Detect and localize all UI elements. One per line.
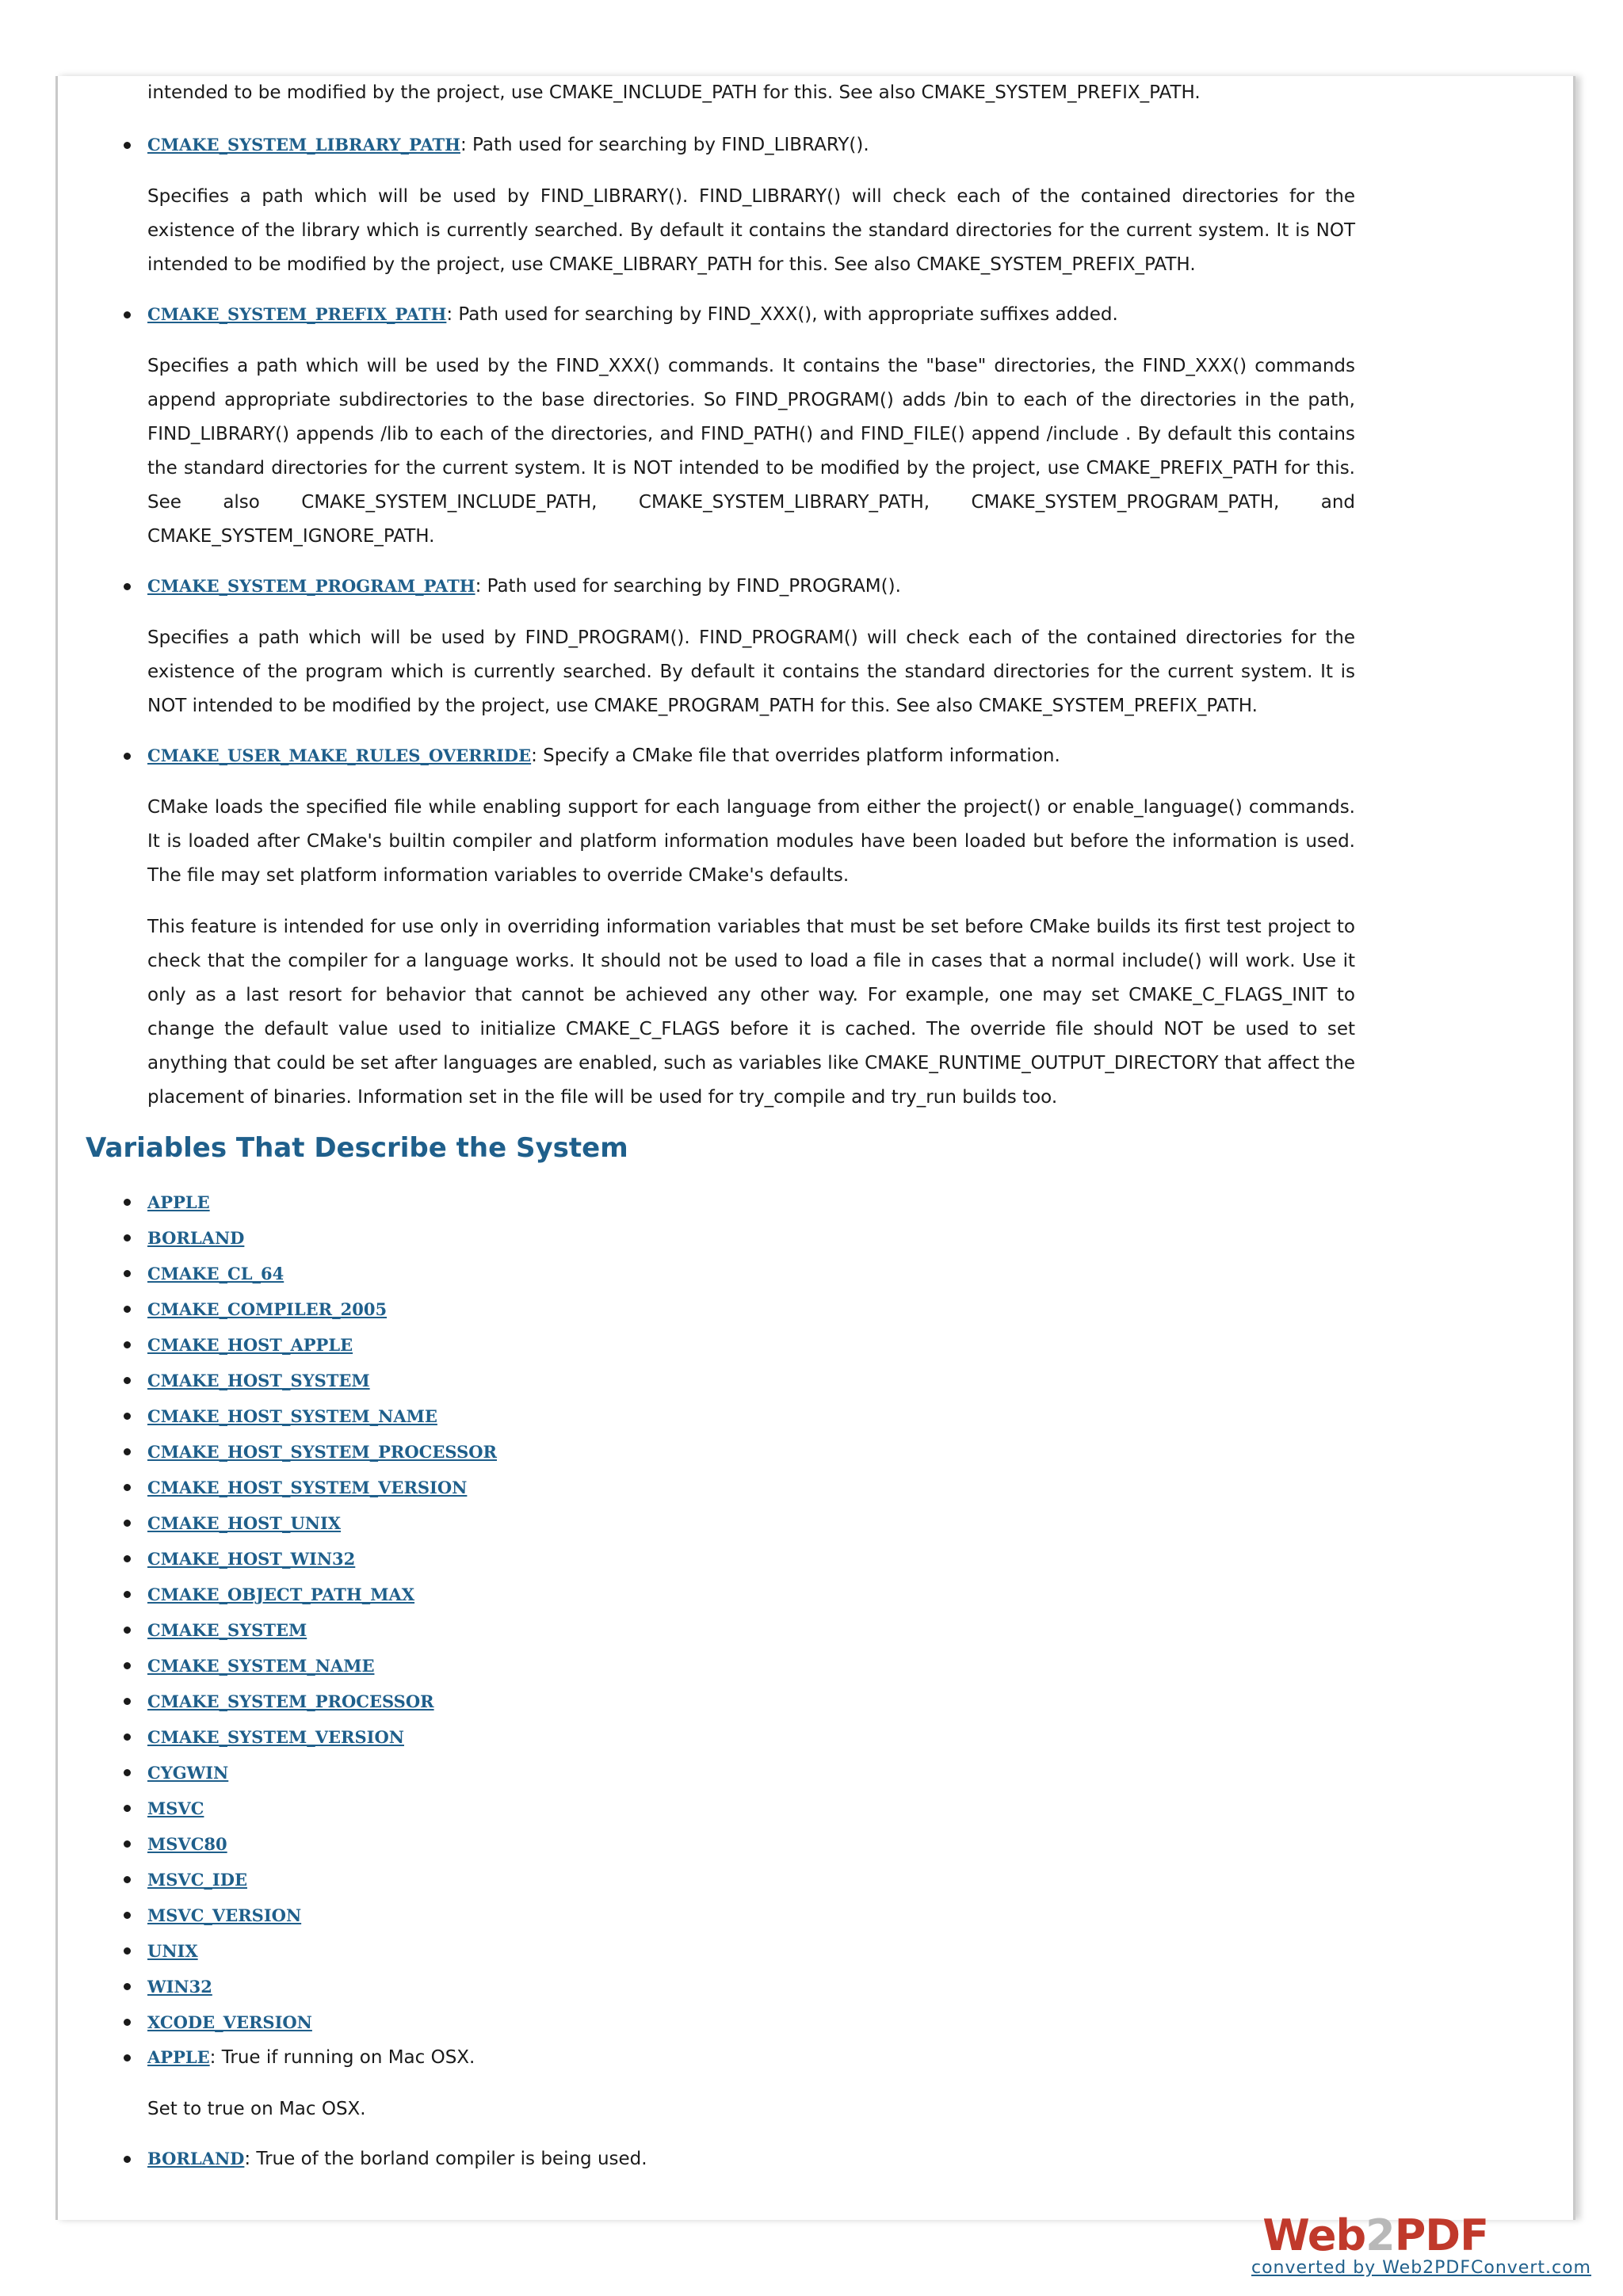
system-variable-link[interactable]: CMAKE_HOST_SYSTEM_VERSION [147,1478,468,1497]
bullet-icon [124,1555,131,1562]
system-variable-link[interactable]: WIN32 [147,1977,212,1997]
converter-link[interactable]: converted by Web2PDFConvert.com [1251,2258,1591,2278]
system-variable-link[interactable]: CMAKE_CL_64 [147,1264,285,1283]
term-summary: : Path used for searching by FIND_LIBRARY(). [460,135,869,155]
logo-web: Web [1262,2210,1366,2260]
system-variable-item [86,1933,1355,1969]
document-content [86,76,1355,2176]
system-variable-link[interactable]: BORLAND [147,1228,245,1248]
system-variable-item [86,1541,1355,1577]
section-heading: Variables That Describe the System [86,1132,628,1164]
bullet-icon [124,2019,131,2026]
system-variable-link[interactable]: CMAKE_HOST_UNIX [147,1513,342,1533]
term-summary: : Specify a CMake file that overrides platform information. [531,746,1060,766]
definition-list [86,128,1355,1115]
bullet-icon [124,1876,131,1883]
system-variable-link[interactable]: CMAKE_HOST_SYSTEM_PROCESSOR [147,1442,498,1462]
term-summary: : True of the borland compiler is being used. [244,2149,647,2169]
definition-paragraph: This feature is intended for use only in overriding information variables that must be set before CMake builds its first test project to check that the compiler for a language works. It should not be used to load a file in cases that a normal include() will work. Use it only as a last resort for behavior that cannot be achieved any other way. For example, one may set CMAKE_C_FLAGS_INIT to change the default value used to initialize CMAKE_C_FLAGS before it is cached. The override file should NOT be used to set anything that could be set after languages are enabled, such as variables like CMAKE_RUNTIME_OUTPUT_DIRECTORY that affect the placement of binaries. Information set in the file will be used for try_compile and try_run builds too. [147,917,1355,1108]
system-variable-link[interactable]: MSVC_VERSION [147,1905,302,1925]
bullet-icon [124,1627,131,1634]
system-variable-link[interactable]: CMAKE_SYSTEM_NAME [147,1656,375,1676]
system-variable-item [86,1470,1355,1505]
bullet-icon [124,1341,131,1348]
bullet-icon [124,1413,131,1420]
bullet-icon [124,1306,131,1313]
bullet-icon [124,2054,131,2061]
system-variable-link[interactable]: MSVC_IDE [147,1870,247,1890]
bullet-icon [124,1662,131,1669]
definition-paragraph: Specifies a path which will be used by FIND_PROGRAM(). FIND_PROGRAM() will check each of the contained directories for the existence of the program which is currently searched. By default it contains the standard directories for the current system. It is NOT intended to be modified by the project, use CMAKE_PROGRAM_PATH for this. See also CMAKE_SYSTEM_PREFIX_PATH. [147,627,1355,716]
system-variable-item [86,1719,1355,1755]
system-variable-link[interactable]: CMAKE_HOST_SYSTEM [147,1371,370,1390]
system-variable-item [86,1327,1355,1363]
bullet-icon [124,753,131,760]
bullet-icon [124,142,131,149]
system-variable-item [86,2004,1355,2040]
bullet-icon [124,1270,131,1277]
term-link[interactable]: CMAKE_SYSTEM_LIBRARY_PATH [147,135,460,154]
system-variable-item [86,1577,1355,1612]
term-link[interactable]: CMAKE_SYSTEM_PROGRAM_PATH [147,576,475,596]
system-variable-link[interactable]: CMAKE_HOST_APPLE [147,1335,353,1355]
term-summary: : True if running on Mac OSX. [209,2047,475,2068]
system-variable-link[interactable]: APPLE [147,1192,210,1212]
bullet-icon [124,1733,131,1741]
definition-item [86,2040,1355,2126]
definition-head [147,738,1355,773]
definition-head [147,128,1355,162]
system-variable-link[interactable]: MSVC [147,1798,204,1818]
term-summary: : Path used for searching by FIND_PROGRAM(). [475,576,901,597]
system-variable-link[interactable]: CYGWIN [147,1763,229,1783]
system-variable-item [86,1862,1355,1897]
definition-head [147,2142,1355,2176]
system-variable-link[interactable]: CMAKE_SYSTEM_PROCESSOR [147,1691,434,1711]
definition-head [147,2040,1355,2075]
definition-item [86,569,1355,723]
system-variable-link[interactable]: CMAKE_SYSTEM [147,1620,307,1640]
logo-pdf: PDF [1394,2210,1488,2260]
system-variable-item [86,1755,1355,1791]
bullet-icon [124,1591,131,1598]
system-variable-link[interactable]: UNIX [147,1941,198,1961]
bullet-icon [124,1912,131,1919]
system-variable-item [86,1398,1355,1434]
web2pdf-logo [1262,2210,1488,2260]
term-link[interactable]: CMAKE_USER_MAKE_RULES_OVERRIDE [147,746,532,765]
system-variable-item [86,1897,1355,1933]
definition-item [86,297,1355,554]
system-variable-link[interactable]: CMAKE_HOST_SYSTEM_NAME [147,1406,437,1426]
bullet-icon [124,1520,131,1527]
bullet-icon [124,1983,131,1990]
continuation-paragraph: intended to be modified by the project, use CMAKE_INCLUDE_PATH for this. See also CMAKE_SYSTEM_PREFIX_PATH. [147,82,1201,103]
definition-item [86,738,1355,1115]
bullet-icon [124,1769,131,1776]
system-variable-item [86,1220,1355,1256]
system-variable-item [86,1791,1355,1826]
definition-paragraph: Specifies a path which will be used by FIND_LIBRARY(). FIND_LIBRARY() will check each of the contained directories for the existence of the library which is currently searched. By default it contains the standard directories for the current system. It is NOT intended to be modified by the project, use CMAKE_LIBRARY_PATH for this. See also CMAKE_SYSTEM_PREFIX_PATH. [147,186,1355,275]
bullet-icon [124,1377,131,1384]
system-variable-item [86,1434,1355,1470]
system-variable-item [86,1684,1355,1719]
definition-head [147,569,1355,604]
bullet-icon [124,1199,131,1206]
bullet-icon [124,2156,131,2163]
system-variable-item [86,1291,1355,1327]
system-variable-link[interactable]: CMAKE_SYSTEM_VERSION [147,1727,404,1747]
bullet-icon [124,1698,131,1705]
bullet-icon [124,1448,131,1455]
bullet-icon [124,311,131,318]
system-variable-link[interactable]: XCODE_VERSION [147,2012,312,2032]
definition-item [86,2142,1355,2176]
system-variable-item [86,1256,1355,1291]
term-summary: : Path used for searching by FIND_XXX(), with appropriate suffixes added. [446,304,1118,325]
term-link[interactable]: CMAKE_SYSTEM_PREFIX_PATH [147,304,447,324]
system-variable-item [86,1612,1355,1648]
system-variable-index [86,1184,1355,2040]
system-variable-item [86,1969,1355,2004]
bullet-icon [124,1840,131,1848]
term-link[interactable]: BORLAND [147,2149,245,2168]
bullet-icon [124,583,131,590]
system-variable-item [86,1826,1355,1862]
bullet-icon [124,1234,131,1241]
definition-paragraph: Set to true on Mac OSX. [147,2099,366,2119]
system-variable-link[interactable]: CMAKE_HOST_WIN32 [147,1549,356,1569]
system-variable-item [86,1505,1355,1541]
system-variable-link[interactable]: CMAKE_COMPILER_2005 [147,1299,388,1319]
logo-two: 2 [1365,2210,1395,2260]
definition-paragraph: CMake loads the specified file while enabling support for each language from either the project() or enable_language() commands. It is loaded after CMake's builtin compiler and platform information modules have been loaded but before the information is used. The file may set platform information variables to override CMake's defaults. [147,797,1355,886]
bullet-icon [124,1805,131,1812]
system-variable-item [86,1648,1355,1684]
definition-item [86,128,1355,282]
system-variable-item [86,1184,1355,1220]
system-variable-link[interactable]: CMAKE_OBJECT_PATH_MAX [147,1585,415,1604]
system-variable-link[interactable]: MSVC80 [147,1834,227,1854]
system-variable-item [86,1363,1355,1398]
bullet-icon [124,1484,131,1491]
definition-head [147,297,1355,332]
term-link[interactable]: APPLE [147,2047,210,2067]
system-definition-list [86,2040,1355,2176]
bullet-icon [124,1947,131,1955]
definition-paragraph: Specifies a path which will be used by the FIND_XXX() commands. It contains the "base" directories, the FIND_XXX() commands append appropriate subdirectories to the base directories. So FIND_PROGRAM() adds /bin to each of the directories in the path, FIND_LIBRARY() appends /lib to each of the directories, and FIND_PATH() and FIND_FILE() append /include . By default this contains the standard directories for the current system. It is NOT intended to be modified by the project, use CMAKE_PREFIX_PATH for this. See also CMAKE_SYSTEM_INCLUDE_PATH, CMAKE_SYSTEM_LIBRARY_PATH, CMAKE_SYSTEM_PROGRAM_PATH, and CMAKE_SYSTEM_IGNORE_PATH. [147,356,1355,547]
